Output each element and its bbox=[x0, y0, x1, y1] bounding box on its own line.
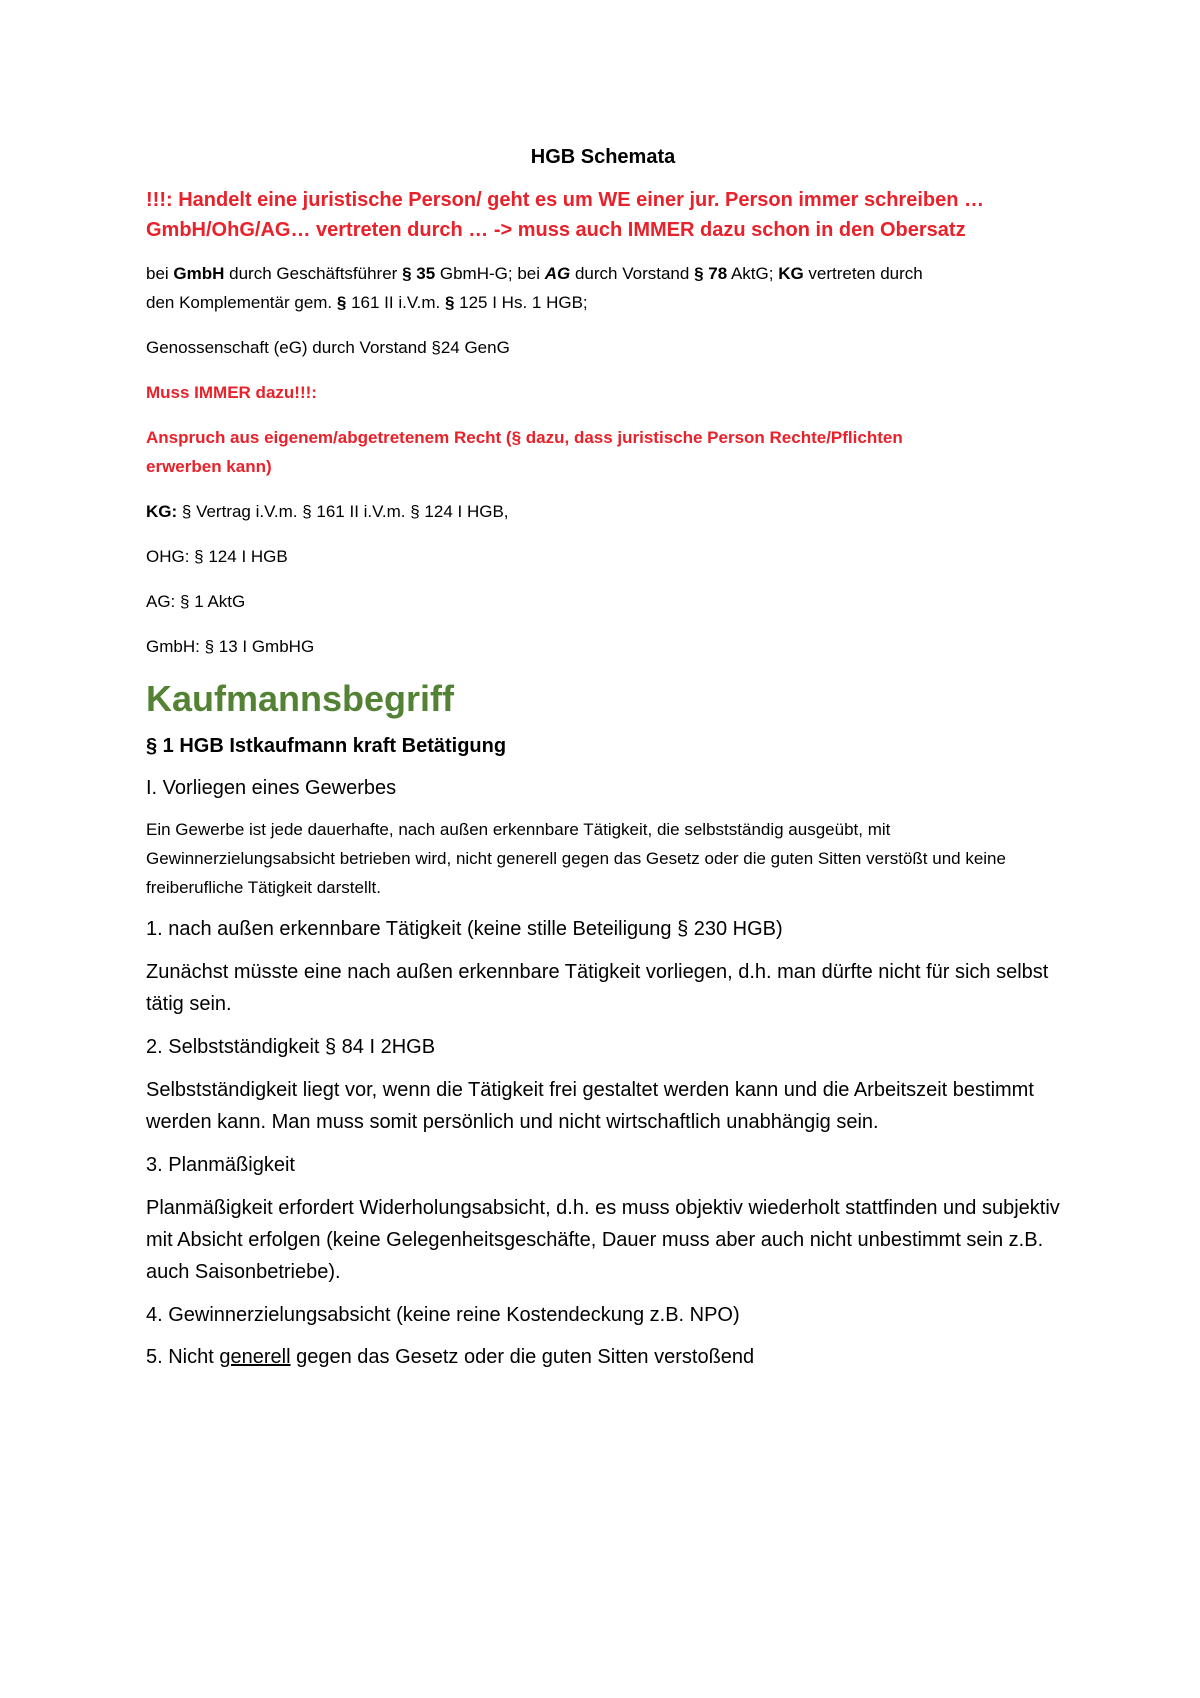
cooperative-paragraph: Genossenschaft (eG) durch Vorstand §24 GenG bbox=[146, 338, 510, 357]
item-heading-1: 1. nach außen erkennbare Tätigkeit (keine stille Beteiligung § 230 HGB) bbox=[146, 918, 783, 940]
form-text: § Vertrag i.V.m. § 161 II i.V.m. § 124 I HGB, bbox=[177, 502, 509, 521]
claim-note bbox=[146, 423, 1060, 481]
claim-line-1: Anspruch aus eigenem/abgetretenem Recht (§ dazu, dass juristische Person Rechte/Pflichten bbox=[146, 428, 903, 447]
representation-paragraph bbox=[146, 259, 1060, 317]
warning-note bbox=[146, 185, 1060, 245]
document-title: HGB Schemata bbox=[530, 146, 676, 168]
section-ref: § bbox=[444, 293, 455, 312]
form-abbr: AG: bbox=[146, 592, 176, 611]
form-text: § 1 AktG bbox=[175, 592, 246, 611]
section-ref: § 35 bbox=[402, 264, 436, 283]
kg-term: KG bbox=[778, 264, 804, 283]
gmbh-term: GmbH bbox=[173, 264, 225, 283]
form-text: § 13 I GmbHG bbox=[199, 637, 315, 656]
text-run: 125 I Hs. 1 HGB; bbox=[454, 293, 588, 312]
item-heading-5 bbox=[146, 1342, 1060, 1372]
item-body-2: Selbstständigkeit liegt vor, wenn die Tätigkeit frei gestaltet werden kann und die Arbeitszeit bestimmt werden kann. Man muss somit persönlich und nicht wirtschaftlich unabhängig sein. bbox=[146, 1079, 1034, 1133]
section-heading: Kaufmannsbegriff bbox=[146, 678, 455, 719]
section-ref: § 78 bbox=[694, 264, 728, 283]
ag-term: AG bbox=[544, 264, 571, 283]
form-abbr: OHG: bbox=[146, 547, 190, 566]
text-run: vertreten durch bbox=[803, 264, 923, 283]
text-run: GbmH-G; bei bbox=[435, 264, 545, 283]
text-run: bei bbox=[146, 264, 174, 283]
text-run: 161 II i.V.m. bbox=[346, 293, 445, 312]
claim-line-2: erwerben kann) bbox=[146, 457, 272, 476]
text-run: durch Geschäftsführer bbox=[224, 264, 403, 283]
part-heading: I. Vorliegen eines Gewerbes bbox=[146, 777, 397, 799]
must-label: Muss IMMER dazu!!!: bbox=[146, 383, 317, 402]
item-body-3: Planmäßigkeit erfordert Widerholungsabsicht, d.h. es muss objektiv wiederholt stattfinden und subjektiv mit Absicht erfolgen (keine Gelegenheitsgeschäfte, Dauer muss aber auch nicht unbestimmt sein z.B. auch Saisonbetriebe). bbox=[146, 1197, 1060, 1283]
warning-line-1: !!!: Handelt eine juristische Person/ geht es um WE einer jur. Person immer schreiben … bbox=[146, 189, 984, 211]
item-body-1: Zunächst müsste eine nach außen erkennbare Tätigkeit vorliegen, d.h. man dürfte nicht für sich selbst tätig sein. bbox=[146, 961, 1049, 1015]
form-kg bbox=[146, 497, 1060, 526]
form-gmbh bbox=[146, 632, 1060, 661]
form-abbr: KG: bbox=[146, 502, 178, 521]
form-ag bbox=[146, 587, 1060, 616]
text-run: den Komplementär gem. bbox=[146, 293, 337, 312]
form-abbr: GmbH: bbox=[146, 637, 200, 656]
text-run: gegen das Gesetz oder die guten Sitten verstoßend bbox=[290, 1346, 755, 1368]
underlined-term: generell bbox=[219, 1346, 291, 1368]
form-ohg bbox=[146, 542, 1060, 571]
definition-paragraph: Ein Gewerbe ist jede dauerhafte, nach außen erkennbare Tätigkeit, die selbstständig ausgeübt, mit Gewinnerzielungsabsicht betrieben wird, nicht generell gegen das Gesetz oder die guten Sitten verstößt und keine freiberufliche Tätigkeit darstellt. bbox=[146, 820, 1006, 897]
item-heading-3: 3. Planmäßigkeit bbox=[146, 1154, 295, 1176]
form-text: § 124 I HGB bbox=[189, 547, 288, 566]
warning-line-2: GmbH/OhG/AG… vertreten durch … -> muss auch IMMER dazu schon in den Obersatz bbox=[146, 219, 966, 241]
text-run: durch Vorstand bbox=[570, 264, 695, 283]
section-ref: § bbox=[336, 293, 347, 312]
text-run: 5. Nicht bbox=[146, 1346, 220, 1368]
text-run: AktG; bbox=[727, 264, 779, 283]
item-heading-4: 4. Gewinnerzielungsabsicht (keine reine Kostendeckung z.B. NPO) bbox=[146, 1304, 740, 1326]
item-heading-2: 2. Selbstständigkeit § 84 I 2HGB bbox=[146, 1036, 436, 1058]
section-subheading: § 1 HGB Istkaufmann kraft Betätigung bbox=[146, 735, 507, 757]
